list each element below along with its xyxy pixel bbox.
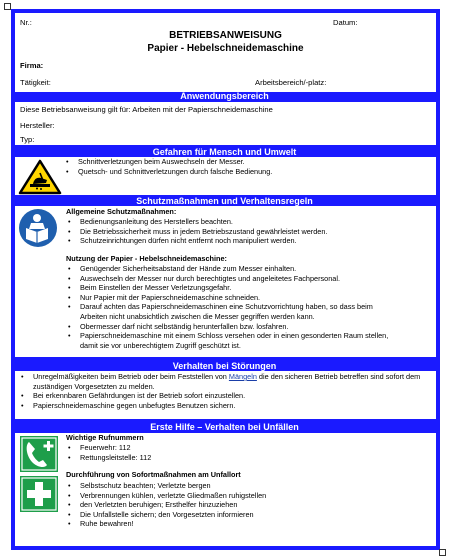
section-heading-stoerungen: Verhalten bei Störungen [172, 361, 277, 371]
list-item: • den Verletzten beruhigen; Ersthelfer hinzuziehen [66, 500, 266, 510]
maengel-link[interactable]: Mängeln [228, 372, 257, 381]
resize-handle-top-left[interactable] [4, 3, 11, 10]
list-item: • Quetsch- und Schnittverletzungen durch falsche Bedienung. [64, 167, 272, 177]
first-aid-actions-list [66, 481, 266, 529]
list-item: • Papierschneidemaschine gegen unbefugtes Benutzen sichern. [19, 401, 427, 411]
stoerung-text-end: die den sicheren Betrieb betreffen sind sofort dem zuständigen Vorgesetzten zu melden. [33, 372, 421, 391]
hersteller-label: Hersteller: [20, 121, 55, 130]
list-item: • Verbrennungen kühlen, verletzte Gliedmaßen ruhigstellen [66, 491, 266, 501]
general-measures-title: Allgemeine Schutzmaßnahmen: [66, 207, 177, 216]
list-item: • Papierschneidemaschine mit einem Schloss versehen oder in einen gesonderten Raum stellen, damit sie vor unberechtigtem Zugriff geschützt ist. [66, 331, 396, 350]
list-item: • Feuerwehr: 112 [66, 443, 151, 453]
hand-cut-warning-icon [18, 159, 62, 195]
list-item: • Schnittverletzungen beim Auswechseln der Messer. [64, 157, 272, 167]
nr-label: Nr.: [20, 18, 32, 27]
resize-handle-bottom-right[interactable] [439, 549, 446, 556]
emergency-numbers-list [66, 443, 151, 462]
section-heading-schutz: Schutzmaßnahmen und Verhaltensregeln [136, 196, 313, 206]
list-item: • Schutzeinrichtungen dürfen nicht entfernt noch manipuliert werden. [66, 236, 327, 246]
list-item: • Selbstschutz beachten; Verletzte bergen [66, 481, 266, 491]
usage-list [66, 264, 396, 350]
list-item: • Darauf achten das Papierschneidemaschinen eine Schutzvorrichtung haben, so dass beim Arbeiten nicht unabsichtlich zwischen die Messer gegriffen werden kann. [66, 302, 396, 321]
list-item: • Auswechseln der Messer nur durch berechtigtes und angeleitetes Fachpersonal. [66, 274, 396, 284]
list-item: • Obermesser darf nicht selbständig herunterfallen bzw. losfahren. [66, 322, 396, 332]
read-manual-icon [18, 208, 58, 248]
stoerung-text-start: Unregelmäßigkeiten beim Betrieb oder beim Feststellen von [33, 372, 229, 381]
list-item: • Bedienungsanleitung des Herstellers beachten. [66, 217, 327, 227]
section-heading-erste-hilfe: Erste Hilfe – Verhalten bei Unfällen [150, 422, 299, 432]
list-item: • Ruhe bewahren! [66, 519, 266, 529]
actions-title: Durchführung von Sofortmaßnahmen am Unfallort [66, 470, 241, 479]
list-item: • Die Unfallstelle sichern; den Vorgesetzten informieren [66, 510, 266, 520]
gefahren-list [64, 157, 272, 176]
arbeitsbereich-label: Arbeitsbereich/-platz: [255, 78, 327, 87]
stoerungen-list [19, 372, 427, 410]
document-subtitle: Papier - Hebelschneidemaschine [147, 43, 304, 54]
document-title: BETRIEBSANWEISUNG [169, 30, 282, 41]
list-item: • Bei erkennbaren Gefährdungen ist der Betrieb sofort einzustellen. [19, 391, 427, 401]
numbers-title: Wichtige Rufnummern [66, 433, 144, 442]
list-item: • Beim Einstellen der Messer Verletzungsgefahr. [66, 283, 396, 293]
datum-label: Datum: [333, 18, 358, 27]
list-item [19, 372, 427, 391]
list-item: • Nur Papier mit der Papierschneidemaschine schneiden. [66, 293, 396, 303]
firma-label: Firma: [20, 61, 44, 70]
typ-label: Typ: [20, 135, 35, 144]
general-measures-list [66, 217, 327, 246]
usage-title: Nutzung der Papier - Hebelschneidemaschine: [66, 254, 227, 263]
emergency-phone-icon [20, 436, 58, 472]
taetigkeit-label: Tätigkeit: [20, 78, 51, 87]
list-item: • Die Betriebssicherheit muss in jedem Betriebszustand gewährleistet werden. [66, 227, 327, 237]
list-item: • Genügender Sicherheitsabstand der Hände zum Messer einhalten. [66, 264, 396, 274]
section-heading-anwendungsbereich: Anwendungsbereich [180, 91, 269, 101]
list-item: • Rettungsleitstelle: 112 [66, 453, 151, 463]
first-aid-cross-icon [20, 476, 58, 512]
scope-text: Diese Betriebsanweisung gilt für: Arbeiten mit der Papierschneidemaschine [20, 105, 273, 114]
section-heading-gefahren: Gefahren für Mensch und Umwelt [152, 147, 297, 157]
